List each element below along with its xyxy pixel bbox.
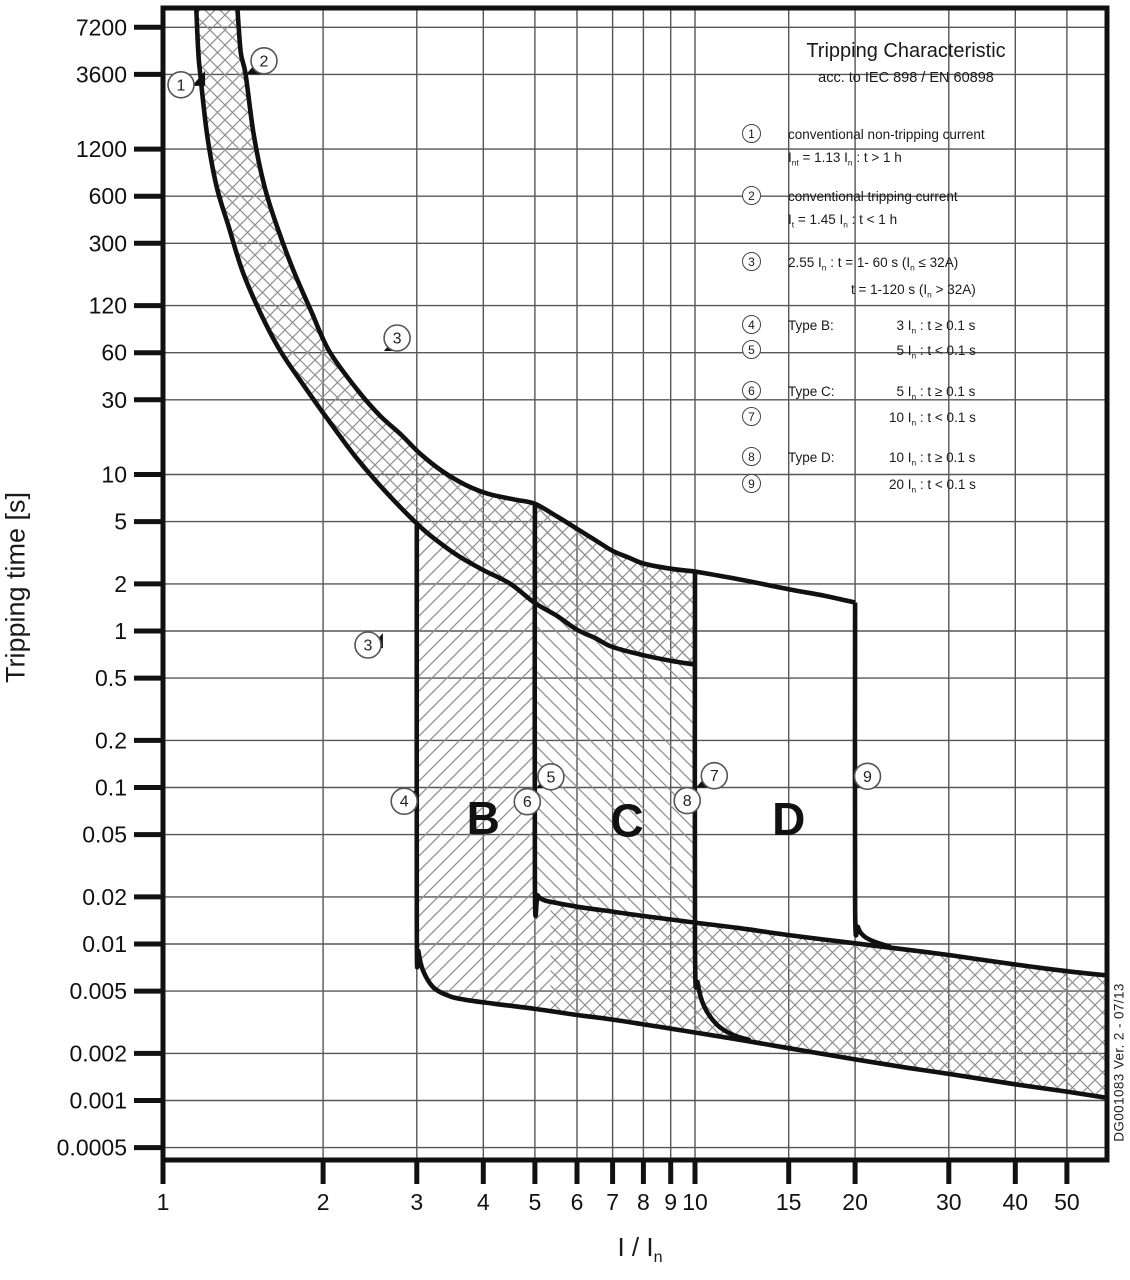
marker-number-2: 2: [259, 53, 269, 71]
legend-row: [720, 255, 1092, 273]
y-tick-label: 0.5: [95, 665, 127, 692]
legend-item-text: Type C: 5 $I_n$ : t ≥ 0.1 s: [788, 384, 976, 402]
y-tick-label: 600: [88, 183, 127, 210]
y-tick-label: 60: [101, 339, 127, 366]
x-tick-label: 4: [476, 1189, 490, 1215]
legend-item-number-badge: 5: [742, 340, 761, 359]
y-tick-label: 120: [88, 292, 127, 319]
document-number: DG001083 Ver. 2 - 07/13: [1111, 983, 1127, 1142]
x-tick-label: 40: [1002, 1189, 1029, 1215]
legend-item-text: 2.55 $I_n$ : t = 1- 60 s $(I_n \le 32A)$: [788, 255, 959, 273]
marker-number-9: 9: [863, 768, 872, 786]
y-tick-label: 2: [114, 570, 127, 597]
x-tick-label: 30: [936, 1189, 962, 1215]
region-letter-D: D: [772, 792, 806, 845]
legend-item-text: $I_t = 1.45$ $I_n$ : t < 1 h: [788, 212, 898, 230]
x-tick-label: 9: [664, 1189, 678, 1215]
y-tick-label: 300: [88, 230, 127, 257]
y-tick-label: 0.05: [82, 821, 127, 848]
legend-row: [720, 282, 1092, 300]
curve-type-d-upper: [695, 572, 855, 603]
y-tick-label: 5: [114, 508, 127, 535]
x-axis-title: [565, 1232, 715, 1267]
y-tick-label: 0.01: [82, 931, 127, 957]
region-letter-C: C: [610, 794, 644, 847]
y-tick-label: 1: [114, 618, 127, 644]
legend-item-number-badge: 4: [742, 315, 761, 334]
x-axis-title-subscript: n: [653, 1248, 663, 1267]
legend-item-number-badge: 3: [742, 252, 761, 271]
legend-row: [720, 450, 1092, 468]
curve-upper-thermal-1.45In: [237, 9, 695, 572]
legend-item-text: 20 $I_n$ : t < 0.1 s: [888, 477, 976, 495]
y-tick-label: 3600: [75, 61, 127, 88]
y-tick-label: 7200: [75, 14, 127, 41]
legend-item-text: conventional tripping current: [788, 189, 958, 204]
legend-item-text: Type B: 3 $I_n$ : t ≥ 0.1 s: [788, 318, 976, 336]
legend-item-text: Type D: 10 $I_n$ : t ≥ 0.1 s: [788, 450, 976, 468]
y-tick-label: 10: [101, 461, 127, 488]
y-tick-label: 0.001: [69, 1087, 127, 1114]
x-tick-label: 1: [156, 1189, 170, 1215]
x-tick-label: 5: [528, 1189, 542, 1215]
x-tick-label: 2: [316, 1189, 330, 1215]
legend-title: Tripping Characteristic: [806, 40, 1006, 62]
legend-row: [720, 189, 1092, 204]
hatch-magnetic-band: [551, 902, 1108, 1098]
region-letter-B: B: [466, 791, 500, 844]
legend-row: [720, 127, 1092, 142]
y-tick-label: 0.002: [69, 1040, 127, 1067]
x-tick-label: 6: [570, 1189, 584, 1215]
y-tick-label: 0.005: [69, 978, 127, 1005]
marker-number-1: 1: [176, 77, 186, 95]
x-tick-label: 3: [410, 1189, 424, 1215]
marker-number-6: 6: [522, 794, 532, 812]
marker-number-4: 4: [399, 793, 409, 811]
y-axis-title: Tripping time [s]: [0, 491, 31, 684]
x-tick-label: 20: [842, 1189, 868, 1215]
legend-item-number-badge: 1: [742, 124, 761, 143]
legend-item-text: 5 $I_n$ : t < 0.1 s: [896, 343, 976, 361]
legend-row: [720, 343, 1092, 361]
legend-row: [720, 318, 1092, 336]
legend-row: [720, 384, 1092, 402]
marker-number-3: 3: [392, 330, 402, 348]
y-tick-label: 0.2: [95, 727, 127, 754]
x-tick-label: 8: [637, 1189, 650, 1215]
legend-subtitle: acc. to IEC 898 / EN 60898: [818, 70, 994, 86]
legend-row: [720, 150, 1092, 168]
y-tick-label: 0.02: [82, 883, 127, 910]
x-tick-label: 50: [1054, 1189, 1080, 1215]
marker-number-5: 5: [546, 769, 556, 787]
legend-item-number-badge: 9: [742, 474, 761, 493]
y-tick-label: 30: [101, 386, 127, 413]
legend-item-number-badge: 2: [742, 186, 761, 205]
marker-number-8: 8: [682, 793, 692, 811]
legend-row: [720, 477, 1092, 495]
y-tick-label: 1200: [75, 136, 127, 163]
legend-item-text: conventional non-tripping current: [788, 127, 985, 142]
legend-item-number-badge: 8: [742, 447, 761, 466]
marker-number-3: 3: [363, 637, 373, 655]
marker-number-7: 7: [709, 768, 719, 786]
legend-item-text: $I_{nt} = 1.13$ $I_n$ : t > 1 h: [788, 150, 902, 168]
y-tick-label: 0.0005: [56, 1134, 127, 1161]
y-tick-label: 0.1: [95, 774, 127, 801]
legend-row: [720, 212, 1092, 230]
x-axis-title-main: I / I: [617, 1232, 654, 1262]
x-tick-label: 7: [606, 1189, 619, 1215]
legend-item-number-badge: 7: [742, 407, 761, 426]
legend-item-number-badge: 6: [742, 381, 761, 400]
x-tick-label: 10: [682, 1189, 708, 1215]
legend-item-text: t = 1-120 s $(I_n > 32A)$: [851, 282, 976, 300]
legend-item-text: 10 $I_n$ : t < 0.1 s: [888, 410, 976, 428]
legend-panel: [720, 40, 1092, 520]
x-tick-label: 15: [775, 1189, 802, 1215]
legend-row: [720, 410, 1092, 428]
